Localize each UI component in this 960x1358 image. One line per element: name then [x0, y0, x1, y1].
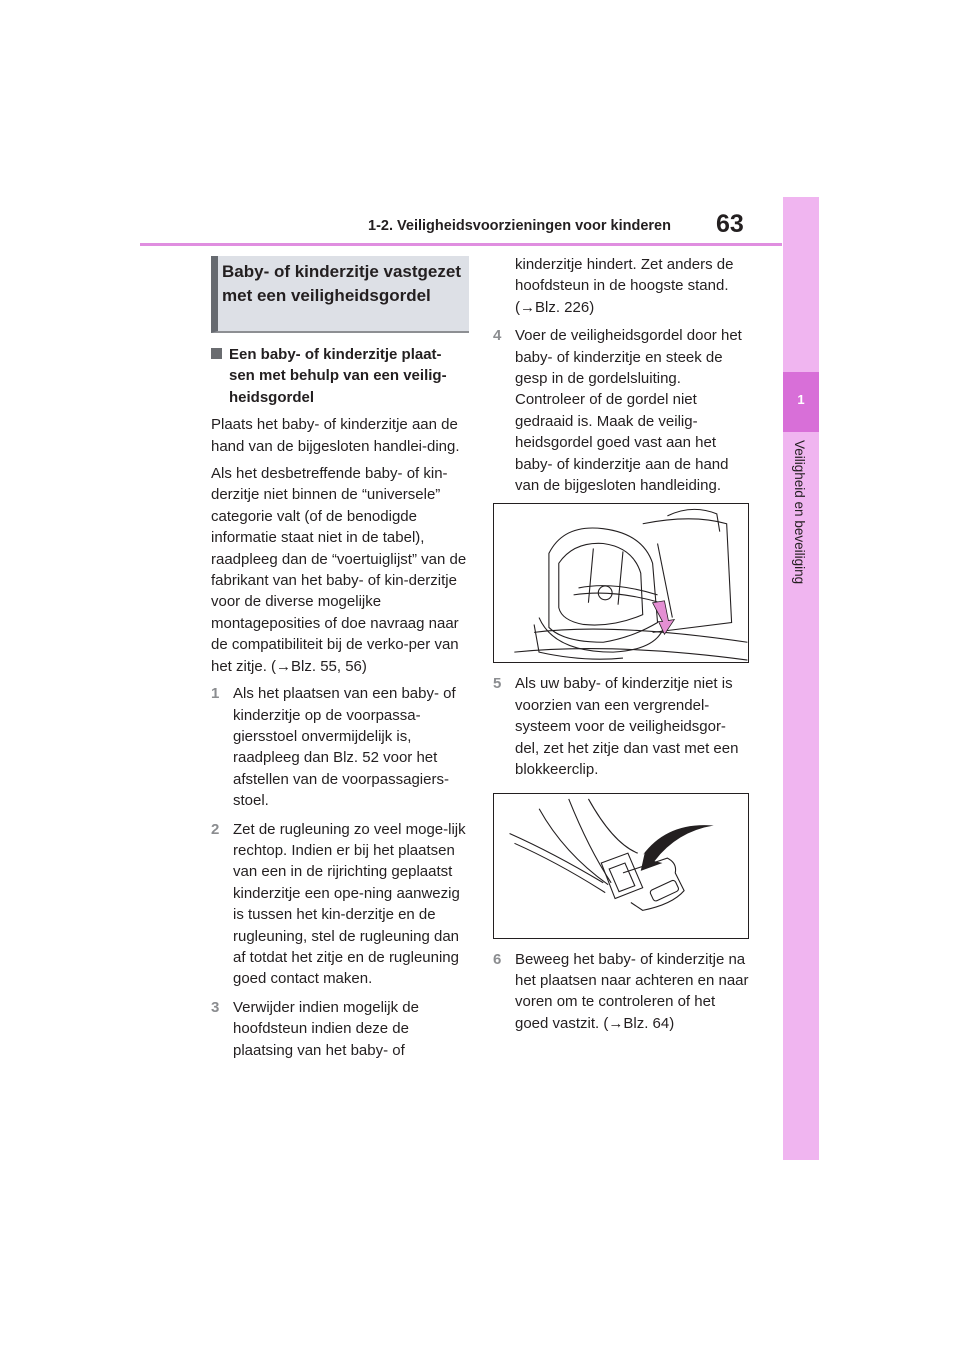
step-number: 5: [493, 675, 502, 693]
step-text: Als het plaatsen van een baby- of kinderzitje op de voorpassa-giersstoel onvermijdelijk is, raadpleeg dan Blz. 52 voor het afstellen van de voorpassagiers-stoel.: [233, 685, 456, 810]
intro-paragraph-2: Als het desbetreffende baby- of kin-derzitje niet binnen de “universele” categorie valt (of de benodigde informatie staat niet in de tabel), raadpleeg dan de “voertuiglijst” van de fabrikant van het baby- of kin-derzitje voor de diverse mogelijke montageposities of doe navraag naar de compatibiliteit bij de verko-per van het zitje. (→Blz. 55, 56): [211, 465, 467, 675]
child-seat-drawing: [494, 504, 748, 662]
page-number: 63: [716, 210, 744, 238]
intro-paragraph-1: Plaats het baby- of kinderzitje aan de hand van de bijgesloten handlei-ding.: [211, 416, 460, 455]
subheading-text: Een baby- of kinderzitje plaat-sen met behulp van een veilig-heidsgordel: [229, 346, 447, 406]
subheading: [211, 344, 467, 408]
step-6: [493, 949, 749, 1035]
locking-clip-drawing: [494, 794, 748, 938]
locking-clip-illustration: [493, 793, 749, 939]
curved-arrow-icon: [641, 825, 714, 871]
side-tab: [783, 197, 819, 1160]
step-number: 3: [211, 998, 220, 1016]
step-5: [493, 673, 749, 780]
right-column: [493, 254, 749, 1041]
step-3-continued: kinderzitje hindert. Zet anders de hoofdsteun in de hoogste stand. (→Blz. 226): [515, 256, 734, 316]
step-4: [493, 325, 749, 496]
square-bullet-icon: [211, 348, 222, 359]
chapter-title: 1-2. Veiligheidsvoorzieningen voor kinderen: [368, 218, 671, 234]
step-text: Beweeg het baby- of kinderzitje na het plaatsen naar achteren en naar voren om te controleren of het goed vastzit. (→Blz. 64): [515, 950, 749, 1032]
step-number: 2: [211, 820, 220, 838]
step-text: Zet de rugleuning zo veel moge-lijk rechtop. Indien er bij het plaatsen van een in de rijrichting geplaatst kinderzitje een ope-ning aanwezig is tussen het kin-derzitje en de rugleuning, stel de rugleuning dan af totdat het zitje en de rugleuning goed contact maken.: [233, 820, 466, 988]
side-tab-label: Veiligheid en beveiliging: [792, 440, 807, 585]
step-text: Verwijder indien mogelijk de hoofdsteun indien deze de plaatsing van het baby- of: [233, 998, 419, 1059]
step-text: Als uw baby- of kinderzitje niet is voorzien van een vergrendel-systeem voor de veiligheidsgor-del, zet het zitje dan vast met een blokkeerclip.: [515, 675, 739, 779]
belt-arrow-icon: [653, 601, 675, 635]
step-1: [211, 683, 467, 811]
section-title: Baby- of kinderzitje vastgezet met een veiligheidsgordel: [222, 262, 462, 305]
step-number: 6: [493, 950, 502, 968]
side-tab-number: 1: [797, 392, 805, 407]
step-number: 4: [493, 327, 502, 345]
left-column: [211, 344, 467, 1068]
child-seat-illustration: [493, 503, 749, 663]
step-text: Voer de veiligheidsgordel door het baby- of kinderzitje en steek de gesp in de gordelsluiting. Controleer of de gordel niet gedraaid is. Maak de veilig-heidsgordel goed vast aan het baby- of kinderzitje aan de hand van de bijgesloten handleiding.: [515, 327, 742, 495]
step-3: [211, 997, 467, 1061]
header-rule: [140, 243, 782, 246]
step-2: [211, 819, 467, 990]
step-number: 1: [211, 685, 220, 703]
